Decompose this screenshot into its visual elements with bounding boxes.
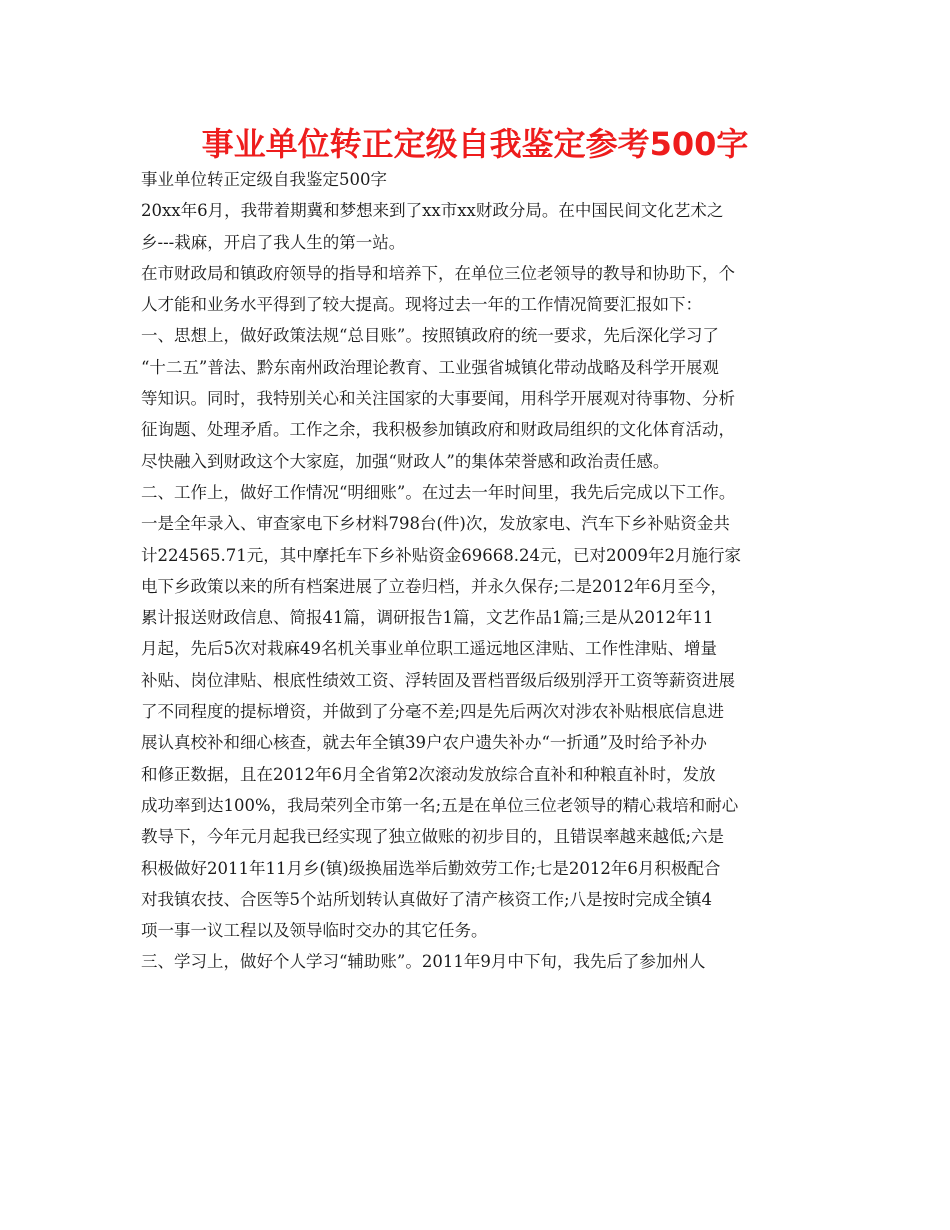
text-line: 事业单位转正定级自我鉴定500字 <box>141 170 387 189</box>
text-line: 二、工作上，做好工作情况“明细账”。在过去一年时间里，我先后完成以下工作。 <box>141 482 736 502</box>
text-line: 项一事一议工程以及领导临时交办的其它任务。 <box>141 921 488 941</box>
text-line: 计224565.71元，其中摩托车下乡补贴资金69668.24元，已对2009年2月施行家 <box>141 545 741 565</box>
text-line: 展认真校补和细心核查，就去年全镇39户农户遗失补办“一折通”及时给予补办 <box>141 733 707 753</box>
text-line: 补贴、岗位津贴、根底性绩效工资、浮转固及晋档晋级后级别浮开工资等薪资进展 <box>141 670 735 690</box>
text-line: 了不同程度的提标增资，并做到了分毫不差;四是先后两次对涉农补贴根底信息进 <box>141 702 725 722</box>
text-line: 20xx年6月，我带着期冀和梦想来到了xx市xx财政分局。在中国民间文化艺术之 <box>141 201 724 221</box>
text-line: 在市财政局和镇政府领导的指导和培养下，在单位三位老领导的教导和协助下，个 <box>141 263 735 283</box>
text-line: 对我镇农技、合医等5个站所划转认真做好了清产核资工作;八是按时完成全镇4 <box>141 889 713 909</box>
text-line: 尽快融入到财政这个大家庭，加强“财政人”的集体荣誉感和政治责任感。 <box>141 451 670 471</box>
text-line: 月起，先后5次对栽麻49名机关事业单位职工遥远地区津贴、工作性津贴、增量 <box>141 639 717 659</box>
text-line: “十二五”普法、黔东南州政治理论教育、工业强省城镇化带动战略及科学开展观 <box>141 357 719 377</box>
text-line: 成功率到达100%，我局荣列全市第一名;五是在单位三位老领导的精心栽培和耐心 <box>141 795 739 815</box>
text-line: 征询题、处理矛盾。工作之余，我积极参加镇政府和财政局组织的文化体育活动， <box>141 420 735 440</box>
document-body <box>141 164 841 978</box>
text-line: 积极做好2011年11月乡(镇)级换届选举后勤效劳工作;七是2012年6月积极配合 <box>141 858 721 878</box>
text-line: 一是全年录入、审查家电下乡材料798台(件)次，发放家电、汽车下乡补贴资金共 <box>141 514 730 534</box>
text-line: 教导下，今年元月起我已经实现了独立做账的初步目的，且错误率越来越低;六是 <box>141 827 725 847</box>
text-line: 等知识。同时，我特别关心和关注国家的大事要闻，用科学开展观对待事物、分析 <box>141 389 735 409</box>
text-line: 累计报送财政信息、简报41篇，调研报告1篇，文艺作品1篇;三是从2012年11 <box>141 608 714 628</box>
text-line: 电下乡政策以来的所有档案进展了立卷归档，并永久保存;二是2012年6月至今， <box>141 576 728 596</box>
text-line: 和修正数据，且在2012年6月全省第2次滚动发放综合直补和种粮直补时，发放 <box>141 764 716 784</box>
text-line: 三、学习上，做好个人学习“辅助账”。2011年9月中下旬，我先后了参加州人 <box>141 952 706 972</box>
document-title: 事业单位转正定级自我鉴定参考500字 <box>201 125 749 163</box>
text-line: 乡---栽麻，开启了我人生的第一站。 <box>141 232 406 252</box>
text-line: 一、思想上，做好政策法规“总目账”。按照镇政府的统一要求，先后深化学习了 <box>141 326 719 346</box>
text-line: 人才能和业务水平得到了较大提高。现将过去一年的工作情况简要汇报如下： <box>141 295 702 315</box>
